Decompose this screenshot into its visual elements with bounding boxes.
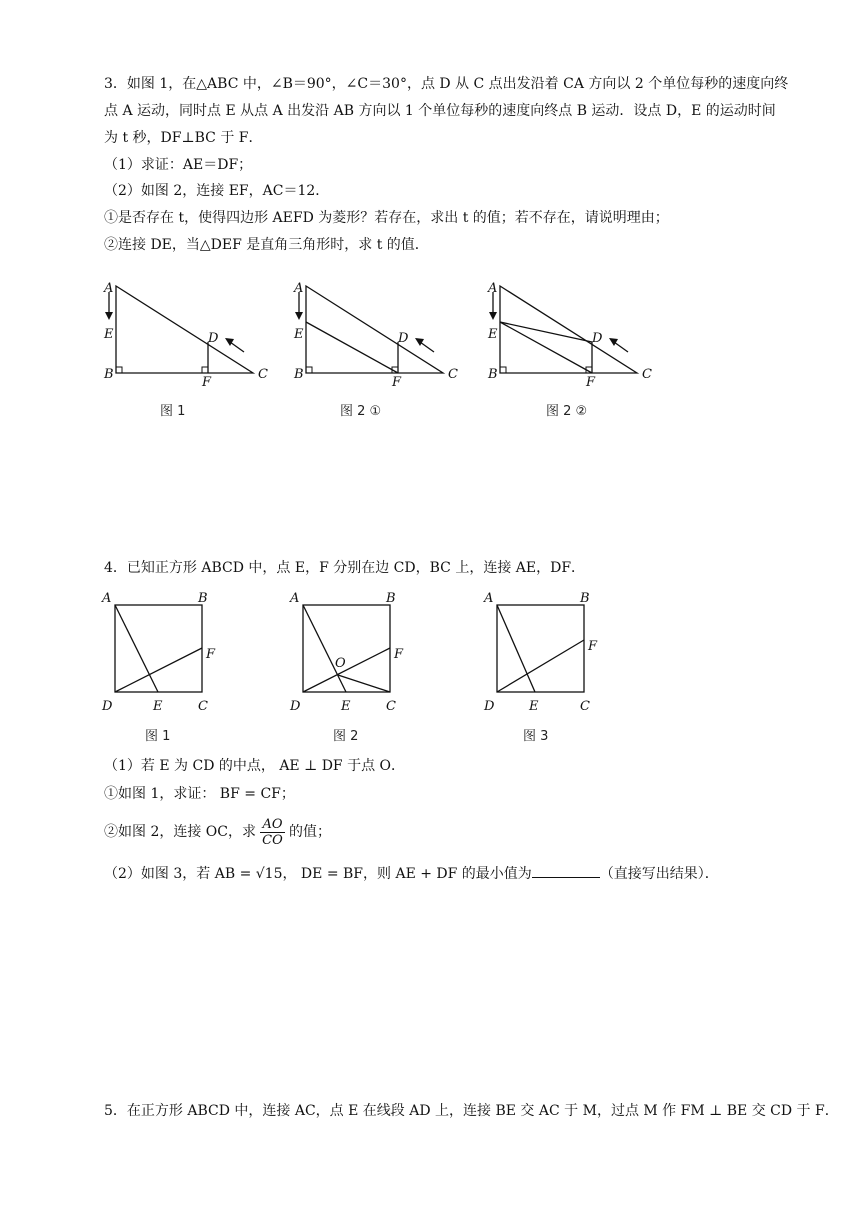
q4-caption-3: 图 3 — [523, 729, 549, 744]
q3-part-1: （1）求证：AE＝DF； — [104, 157, 253, 173]
q4-sub-2-pre: ②如图 2，连接 OC，求 — [104, 824, 256, 840]
label-f: F — [588, 639, 598, 654]
q4-part-2-post: （直接写出结果）． — [599, 866, 719, 882]
label-a: A — [484, 591, 494, 606]
fraction-denominator: CO — [262, 832, 283, 848]
label-a: A — [488, 281, 498, 296]
q4-part-2-mid: DE = BF，则 AE + DF 的最小值为 — [296, 866, 532, 882]
q3-line-1: 3．如图 1，在△ABC 中，∠B＝90°，∠C＝30°，点 D 从 C 点出发沿着 CA 方向以 2 个单位每秒的速度向终 — [104, 76, 789, 92]
label-c: C — [448, 367, 458, 382]
q3-sub-2: ②连接 DE，当△DEF 是直角三角形时，求 t 的值． — [104, 237, 429, 253]
label-f: F — [392, 375, 402, 388]
answer-blank[interactable] — [532, 863, 600, 878]
label-c: C — [386, 699, 396, 714]
label-f: F — [394, 647, 404, 662]
q4-part-2-pre: （2）如图 3，若 AB = √15， — [104, 866, 297, 882]
label-c: C — [580, 699, 590, 714]
label-d: D — [208, 331, 219, 346]
q5-line-1: 5．在正方形 ABCD 中，连接 AC，点 E 在线段 AD 上，连接 BE 交 AC 于 M，过点 M 作 FM ⊥ BE 交 CD 于 F． — [104, 1103, 839, 1119]
q3-caption-3: 图 2 ② — [546, 404, 588, 419]
label-o: O — [335, 656, 346, 671]
label-b: B — [580, 591, 590, 606]
label-d: D — [592, 331, 603, 346]
q4-sub-2-post: 的值； — [288, 824, 331, 840]
label-e: E — [104, 327, 114, 342]
q4-caption-2: 图 2 — [333, 729, 359, 744]
q3-line-2: 点 A 运动，同时点 E 从点 A 出发沿 AB 方向以 1 个单位每秒的速度向终点 B 运动．设点 D，E 的运动时间 — [104, 103, 776, 119]
q4-sub-2 — [104, 816, 331, 848]
q3-sub-1: ①是否存在 t，使得四边形 AEFD 为菱形？若存在，求出 t 的值；若不存在，请说明理由； — [104, 210, 669, 226]
q3-figure-1 — [98, 278, 278, 388]
q4-part-1: （1）若 E 为 CD 的中点， AE ⊥ DF 于点 O． — [104, 758, 406, 774]
label-d: D — [484, 699, 495, 714]
q3-caption-1: 图 1 — [160, 404, 186, 419]
label-d: D — [290, 699, 301, 714]
label-b: B — [104, 367, 114, 382]
label-b: B — [198, 591, 208, 606]
q3-line-3: 为 t 秒，DF⊥BC 于 F． — [104, 130, 263, 146]
q3-part-2: （2）如图 2，连接 EF，AC＝12． — [104, 183, 330, 199]
q4-figure-2 — [286, 588, 416, 718]
label-e: E — [529, 699, 539, 714]
label-b: B — [488, 367, 498, 382]
q4-part-2 — [104, 863, 719, 884]
q3-figure-2-2 — [482, 278, 662, 388]
q4-caption-1: 图 1 — [145, 729, 171, 744]
label-c: C — [198, 699, 208, 714]
q4-figure-1 — [98, 588, 228, 718]
label-b: B — [294, 367, 304, 382]
label-f: F — [202, 375, 212, 388]
label-e: E — [294, 327, 304, 342]
label-f: F — [206, 647, 216, 662]
label-e: E — [153, 699, 163, 714]
label-f: F — [586, 375, 596, 388]
label-a: A — [290, 591, 300, 606]
fraction-numerator: AO — [262, 816, 283, 832]
q4-figure-3 — [480, 588, 610, 718]
label-e: E — [341, 699, 351, 714]
label-a: A — [102, 591, 112, 606]
q4-sub-1: ①如图 1，求证： BF = CF； — [104, 786, 295, 802]
label-a: A — [294, 281, 304, 296]
q4-line-1: 4．已知正方形 ABCD 中，点 E，F 分别在边 CD，BC 上，连接 AE，DF． — [104, 560, 586, 576]
label-a: A — [104, 281, 114, 296]
label-e: E — [488, 327, 498, 342]
label-c: C — [258, 367, 268, 382]
label-d: D — [398, 331, 409, 346]
ratio-fraction — [260, 817, 284, 848]
label-b: B — [386, 591, 396, 606]
label-d: D — [102, 699, 113, 714]
q3-figure-2-1 — [288, 278, 468, 388]
q3-caption-2: 图 2 ① — [340, 404, 382, 419]
label-c: C — [642, 367, 652, 382]
